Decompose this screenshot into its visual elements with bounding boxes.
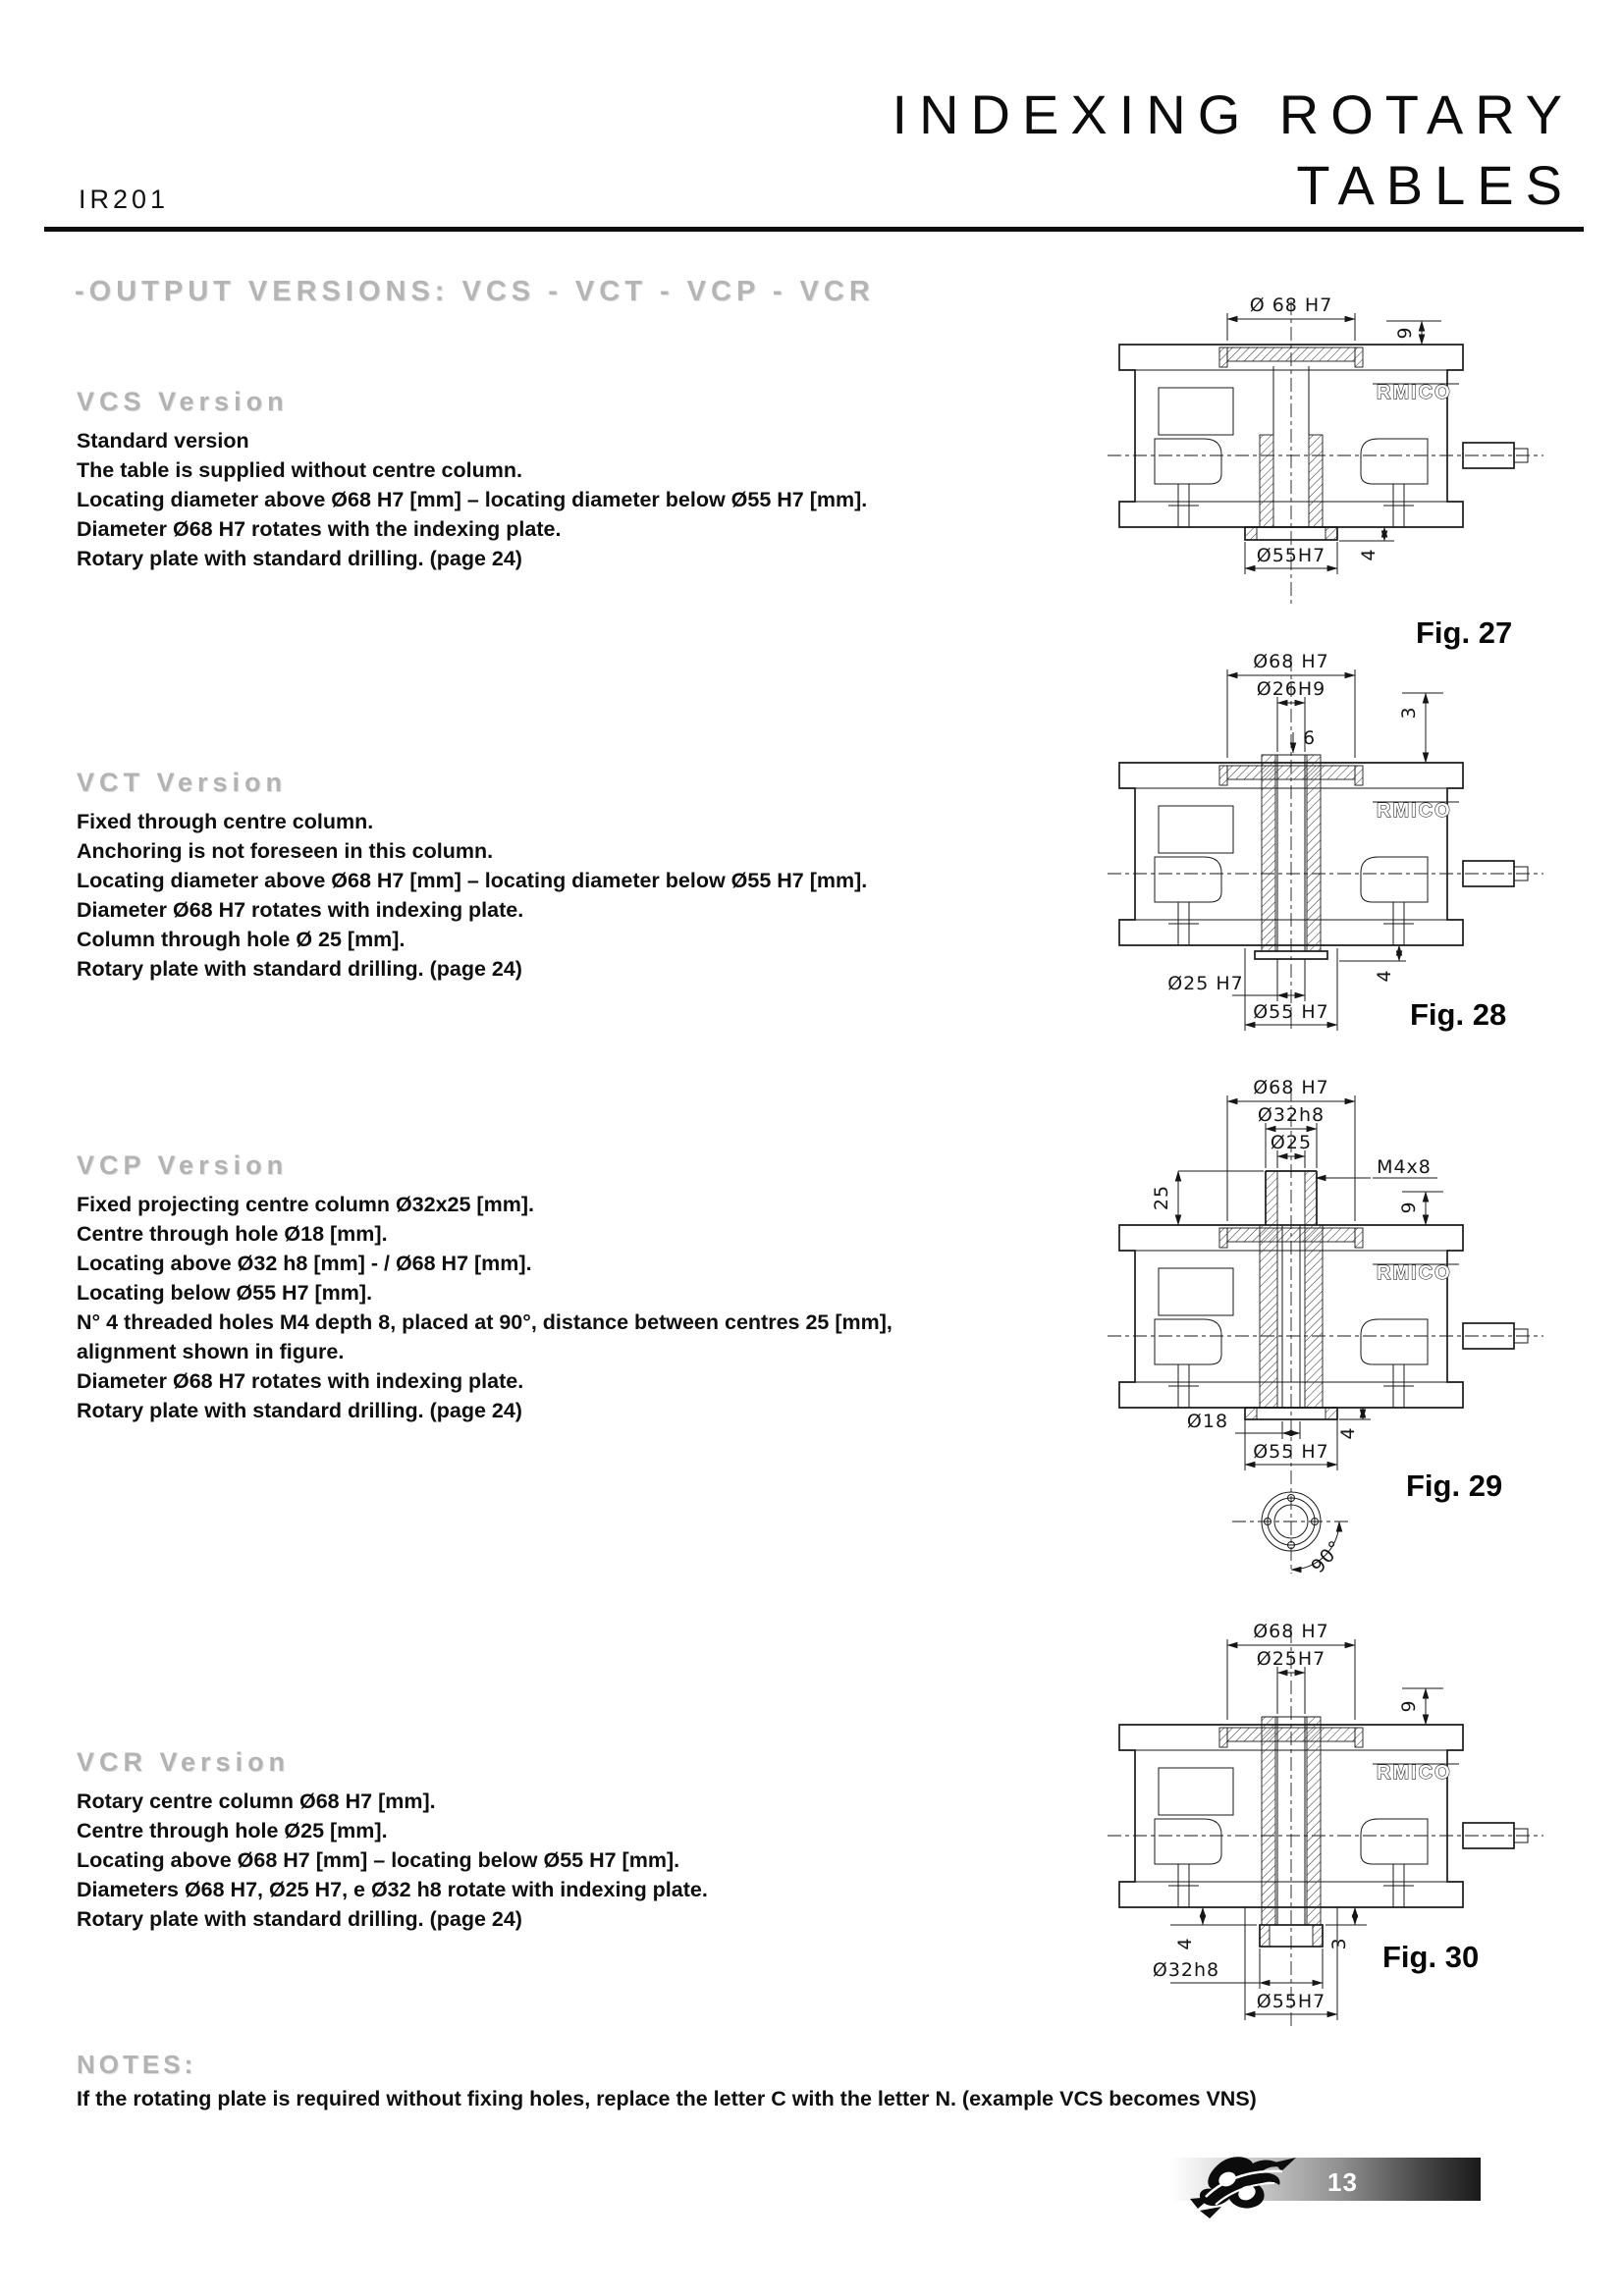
dim-label: Ø25H7	[1256, 1648, 1326, 1670]
dim-label: 9	[1394, 326, 1416, 340]
version-heading: VCS Version	[77, 387, 289, 416]
drawing-brand-text: RMICO	[1377, 382, 1452, 403]
version-text-line: Rotary plate with standard drilling. (page 24)	[77, 1399, 522, 1422]
dim-label: 4	[1358, 548, 1380, 561]
version-text-line: Rotary plate with standard drilling. (page 24)	[77, 547, 522, 570]
version-text-line: Diameter Ø68 H7 rotates with the indexing plate.	[77, 517, 562, 541]
dim-label: 90°	[1307, 1535, 1347, 1577]
page-title-line2: TABLES	[1296, 154, 1574, 216]
section-heading: -OUTPUT VERSIONS: VCS - VCT - VCP - VCR	[75, 276, 875, 307]
dim-label: 4	[1337, 1426, 1359, 1440]
version-text-line: Fixed through centre column.	[77, 810, 374, 833]
dim-label: 4	[1374, 969, 1395, 983]
dim-label: Ø 68 H7	[1249, 294, 1333, 316]
version-text-line: Centre through hole Ø18 [mm].	[77, 1222, 388, 1246]
version-text-line: Diameter Ø68 H7 rotates with indexing plate.	[77, 1369, 524, 1393]
version-text-line: Diameters Ø68 H7, Ø25 H7, e Ø32 h8 rotate with indexing plate.	[77, 1878, 708, 1901]
version-text-line: Locating below Ø55 H7 [mm].	[77, 1281, 373, 1305]
version-text-line: Locating diameter above Ø68 H7 [mm] – locating diameter below Ø55 H7 [mm].	[77, 869, 868, 892]
dim-label: Ø25	[1270, 1132, 1313, 1153]
version-text-line: Anchoring is not foreseen in this column.	[77, 839, 494, 863]
version-text-line: The table is supplied without centre column.	[77, 458, 522, 482]
fig-28-drawing	[1060, 650, 1551, 1038]
version-text-line: Fixed projecting centre column Ø32x25 [mm].	[77, 1193, 534, 1216]
brand-logo	[1186, 2150, 1299, 2220]
version-heading: VCP Version	[77, 1150, 289, 1180]
dim-label: Ø25 H7	[1167, 973, 1244, 994]
version-text-line: Rotary plate with standard drilling. (page 24)	[77, 957, 522, 981]
version-heading: VCT Version	[77, 768, 288, 797]
version-section-vcp	[77, 1150, 1058, 1425]
dim-label: 6	[1303, 727, 1317, 749]
dim-label: Ø26H9	[1256, 678, 1326, 700]
version-text-line: Locating diameter above Ø68 H7 [mm] – locating diameter below Ø55 H7 [mm].	[77, 488, 868, 511]
version-text-line: Standard version	[77, 429, 249, 453]
version-heading: VCR Version	[77, 1747, 291, 1777]
dim-label: 9	[1398, 1699, 1420, 1713]
dim-label: Ø68 H7	[1253, 1621, 1329, 1642]
notes-text: If the rotating plate is required without fixing holes, replace the letter C with the letter N. (example VCS becomes VNS)	[77, 2087, 1257, 2110]
version-text-line: Diameter Ø68 H7 rotates with indexing plate.	[77, 898, 524, 922]
dim-label: 4	[1174, 1937, 1196, 1950]
dim-label: Ø32h8	[1152, 1959, 1220, 1981]
document-code: IR201	[79, 185, 170, 214]
dim-label: Ø55H7	[1256, 1991, 1326, 2012]
dim-label: Ø32h8	[1257, 1104, 1325, 1126]
version-text-line: Centre through hole Ø25 [mm].	[77, 1819, 388, 1842]
dim-label: Ø68 H7	[1253, 1077, 1329, 1098]
version-text-line: Rotary plate with standard drilling. (page 24)	[77, 1907, 522, 1931]
version-text-line: Locating above Ø32 h8 [mm] - / Ø68 H7 [mm].	[77, 1252, 532, 1275]
version-text-line: Rotary centre column Ø68 H7 [mm].	[77, 1789, 436, 1813]
version-text-line: alignment shown in figure.	[77, 1340, 345, 1363]
fig-27-drawing	[1060, 288, 1551, 612]
figure-label: Fig. 28	[1410, 997, 1507, 1032]
version-section-vcs	[77, 387, 1058, 573]
version-text-line: Locating above Ø68 H7 [mm] – locating below Ø55 H7 [mm].	[77, 1848, 680, 1872]
drawing-brand-text: RMICO	[1377, 1762, 1452, 1784]
drawing-brand-text: RMICO	[1377, 800, 1452, 822]
version-text-line: N° 4 threaded holes M4 depth 8, placed at 90°, distance between centres 25 [mm],	[77, 1310, 893, 1334]
page-number: 13	[1327, 2167, 1358, 2197]
drawing-brand-text: RMICO	[1377, 1262, 1452, 1284]
dim-label: 9	[1398, 1201, 1420, 1214]
dim-label: Ø18	[1186, 1411, 1229, 1432]
dim-label: Ø68 H7	[1253, 651, 1329, 672]
notes-heading: NOTES:	[77, 2050, 197, 2079]
dim-label: M4x8	[1377, 1156, 1432, 1178]
page-title-line1: INDEXING ROTARY	[892, 83, 1574, 145]
dim-label: 3	[1328, 1937, 1350, 1950]
figure-label: Fig. 30	[1382, 1940, 1480, 1974]
figure-label: Fig. 27	[1416, 615, 1513, 650]
version-section-vct	[77, 768, 1058, 984]
header-rule	[44, 227, 1584, 232]
dim-label: Ø55 H7	[1253, 1441, 1329, 1463]
dim-label: 3	[1398, 706, 1420, 720]
version-text-line: Column through hole Ø 25 [mm].	[77, 928, 406, 951]
dim-label: Ø55H7	[1256, 545, 1326, 566]
dim-label: 25	[1151, 1184, 1172, 1211]
figure-label: Fig. 29	[1406, 1468, 1503, 1503]
dim-label: Ø55 H7	[1253, 1001, 1329, 1023]
version-section-vcr	[77, 1747, 1058, 1934]
